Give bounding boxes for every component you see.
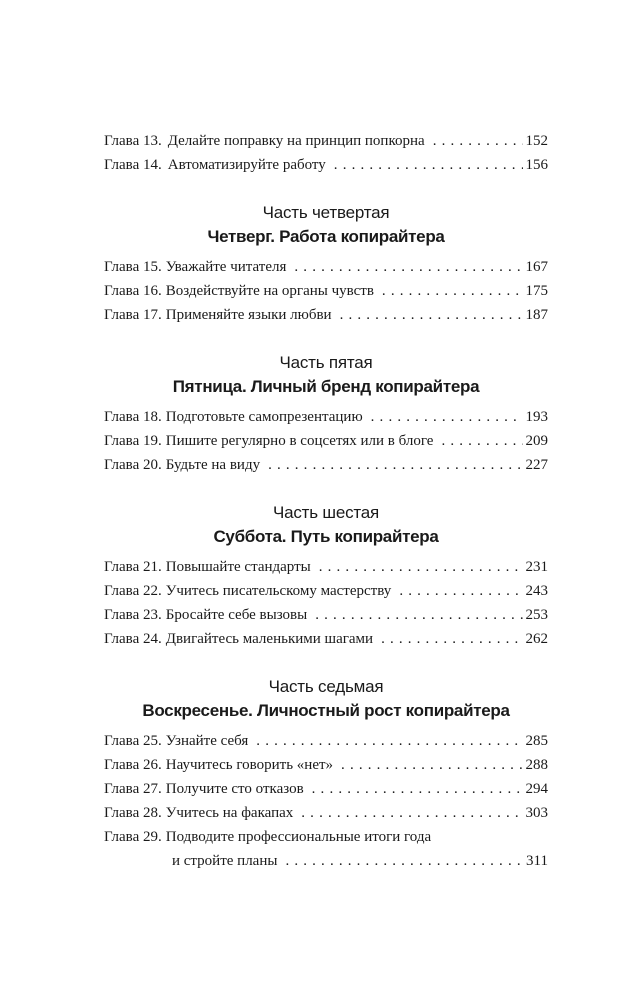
chapter-label: Глава 26. xyxy=(104,757,162,773)
chapter-label: Глава 13. xyxy=(104,133,162,149)
chapter-title: Воздействуйте на органы чувств xyxy=(165,283,374,299)
part-5-chapters xyxy=(104,409,548,481)
part-heading-5 xyxy=(104,351,548,399)
chapter-label: Глава 27. xyxy=(104,781,162,797)
chapter-page: 227 xyxy=(525,457,548,473)
chapter-label: Глава 15. xyxy=(104,259,162,275)
chapter-label: Глава 28. xyxy=(104,805,162,821)
chapter-title: Учитесь на факапах xyxy=(165,805,294,821)
toc-entry-26[interactable] xyxy=(104,757,548,781)
toc-entry-14[interactable] xyxy=(104,157,548,181)
leader-dots xyxy=(312,781,523,798)
toc-entry-28[interactable] xyxy=(104,805,548,829)
chapter-label: Глава 20. xyxy=(104,457,162,473)
toc-entry-21[interactable] xyxy=(104,559,548,583)
chapter-page: 152 xyxy=(525,133,548,149)
toc-entry-19[interactable] xyxy=(104,433,548,457)
leader-dots xyxy=(319,559,523,576)
toc-entry-18[interactable] xyxy=(104,409,548,433)
part-4-chapters xyxy=(104,259,548,331)
part-title: Суббота. Путь копирайтера xyxy=(213,527,439,546)
chapter-title: Получите сто отказов xyxy=(165,781,304,797)
chapter-page: 253 xyxy=(525,607,548,623)
leader-dots xyxy=(441,433,522,450)
leader-dots xyxy=(382,283,523,300)
chapter-page: 167 xyxy=(525,259,548,275)
part-heading-7 xyxy=(104,675,548,723)
chapter-page: 193 xyxy=(525,409,548,425)
toc-entry-13[interactable] xyxy=(104,133,548,157)
chapter-page: 187 xyxy=(525,307,548,323)
chapter-label: Глава 16. xyxy=(104,283,162,299)
chapter-label: Глава 21. xyxy=(104,559,162,575)
toc-entry-27[interactable] xyxy=(104,781,548,805)
chapter-label: Глава 14. xyxy=(104,157,162,173)
part-title: Воскресенье. Личностный рост копирайтера xyxy=(142,701,510,720)
chapter-title: Узнайте себя xyxy=(165,733,249,749)
leader-dots xyxy=(341,757,522,774)
chapter-title: Уважайте читателя xyxy=(165,259,287,275)
leader-dots xyxy=(381,631,522,648)
leader-dots xyxy=(340,307,523,324)
chapter-title: Подготовьте самопрезентацию xyxy=(165,409,363,425)
part-label: Часть седьмая xyxy=(268,677,384,696)
chapter-label: Глава 25. xyxy=(104,733,162,749)
part-title: Пятница. Личный бренд копирайтера xyxy=(172,377,480,396)
chapter-label: Глава 22. xyxy=(104,583,162,599)
chapter-label: Глава 19. xyxy=(104,433,162,449)
chapter-page: 303 xyxy=(525,805,548,821)
leader-dots xyxy=(285,853,523,870)
chapter-title: Применяйте языки любви xyxy=(165,307,332,323)
part-label: Часть пятая xyxy=(279,353,373,372)
chapter-label: Глава 17. xyxy=(104,307,162,323)
chapter-label: Глава 29. xyxy=(104,829,162,845)
toc-entry-20[interactable] xyxy=(104,457,548,481)
chapter-title-line-2: и стройте планы xyxy=(172,853,278,869)
chapter-title: Бросайте себе вызовы xyxy=(165,607,308,623)
toc-entry-24[interactable] xyxy=(104,631,548,655)
chapter-title: Делайте поправку на принцип попкорна xyxy=(167,133,425,149)
chapter-title: Повышайте стандарты xyxy=(165,559,311,575)
leader-dots xyxy=(433,133,523,150)
part-label: Часть шестая xyxy=(272,503,380,522)
chapter-page: 294 xyxy=(525,781,548,797)
part-7-chapters xyxy=(104,733,548,877)
chapter-label: Глава 23. xyxy=(104,607,162,623)
chapter-page: 262 xyxy=(525,631,548,647)
chapter-title: Автоматизируйте работу xyxy=(167,157,326,173)
chapter-title-line-1: Подводите профессиональные итоги года xyxy=(165,829,432,845)
chapter-title: Научитесь говорить «нет» xyxy=(165,757,334,773)
chapter-title: Будьте на виду xyxy=(165,457,261,473)
chapter-title: Учитесь писательскому мастерству xyxy=(165,583,392,599)
toc-entry-16[interactable] xyxy=(104,283,548,307)
part-title: Четверг. Работа копирайтера xyxy=(207,227,445,246)
leader-dots xyxy=(399,583,522,600)
toc-entry-17[interactable] xyxy=(104,307,548,331)
chapter-page: 243 xyxy=(525,583,548,599)
toc-entry-15[interactable] xyxy=(104,259,548,283)
toc-entry-23[interactable] xyxy=(104,607,548,631)
leader-dots xyxy=(301,805,522,822)
leader-dots xyxy=(371,409,523,426)
top-chapters xyxy=(104,133,548,181)
leader-dots xyxy=(334,157,523,174)
chapter-page: 285 xyxy=(525,733,548,749)
part-6-chapters xyxy=(104,559,548,655)
leader-dots xyxy=(294,259,522,276)
chapter-page: 175 xyxy=(525,283,548,299)
chapter-page: 156 xyxy=(525,157,548,173)
chapter-page: 288 xyxy=(525,757,548,773)
toc-entry-25[interactable] xyxy=(104,733,548,757)
leader-dots xyxy=(315,607,522,624)
chapter-label: Глава 24. xyxy=(104,631,162,647)
table-of-contents xyxy=(104,133,548,877)
part-heading-4 xyxy=(104,201,548,249)
chapter-label: Глава 18. xyxy=(104,409,162,425)
chapter-page: 231 xyxy=(525,559,548,575)
chapter-title: Пишите регулярно в соцсетях или в блоге xyxy=(165,433,434,449)
part-label: Часть четвертая xyxy=(262,203,390,222)
toc-entry-22[interactable] xyxy=(104,583,548,607)
toc-entry-29[interactable] xyxy=(104,829,548,877)
leader-dots xyxy=(268,457,522,474)
part-heading-6 xyxy=(104,501,548,549)
chapter-page: 311 xyxy=(526,853,548,869)
leader-dots xyxy=(256,733,522,750)
chapter-page: 209 xyxy=(525,433,548,449)
chapter-title: Двигайтесь маленькими шагами xyxy=(165,631,374,647)
